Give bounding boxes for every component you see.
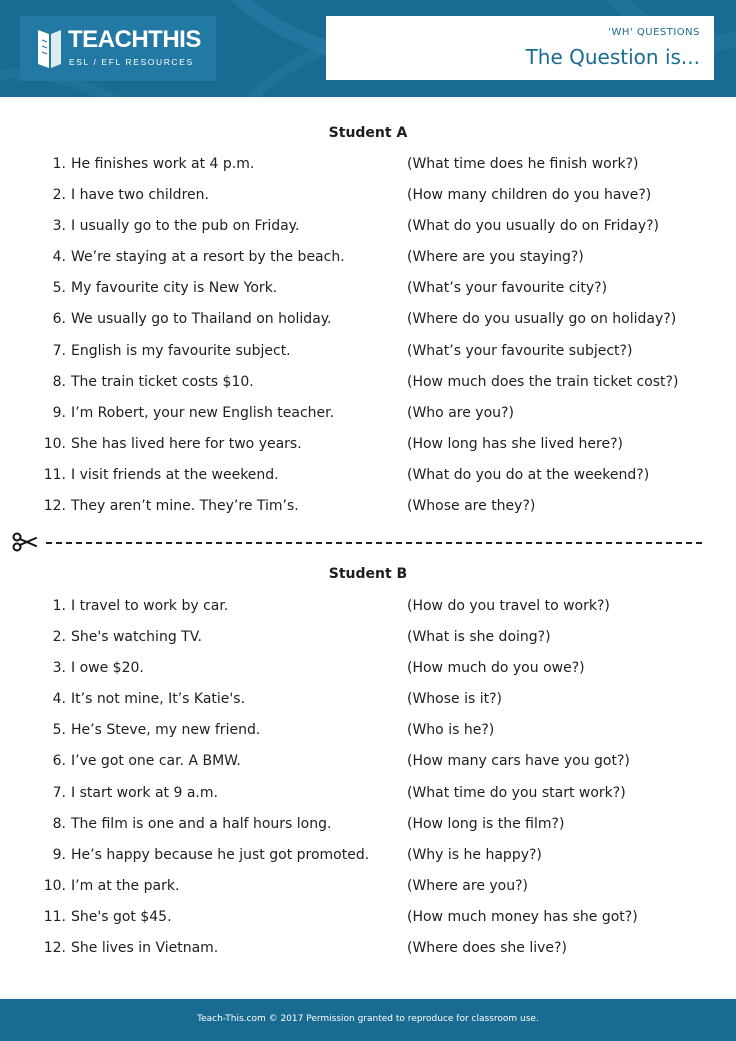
wh-question: (What time do you start work?) xyxy=(407,784,626,801)
answer-statement: I’m at the park. xyxy=(71,877,180,894)
question-row xyxy=(0,405,736,436)
item-number: 12. xyxy=(43,940,66,957)
item-number: 7. xyxy=(52,342,66,359)
answer-statement: My favourite city is New York. xyxy=(71,280,278,297)
item-number: 9. xyxy=(52,846,66,863)
wh-question: (What’s your favourite subject?) xyxy=(407,342,633,359)
item-number: 11. xyxy=(43,466,66,483)
dashed-divider xyxy=(46,542,702,544)
question-row xyxy=(0,629,736,660)
wh-question: (What is she doing?) xyxy=(407,629,551,646)
wh-question: (Where do you usually go on holiday?) xyxy=(407,311,677,328)
question-row xyxy=(0,218,736,249)
logo-subtitle: ESL / EFL RESOURCES xyxy=(69,57,194,67)
answer-statement: He finishes work at 4 p.m. xyxy=(71,156,255,172)
answer-statement: She lives in Vietnam. xyxy=(71,940,219,957)
header-banner xyxy=(0,0,736,97)
answer-statement: English is my favourite subject. xyxy=(71,342,291,359)
answer-statement: We’re staying at a resort by the beach. xyxy=(71,249,345,266)
book-icon xyxy=(34,26,64,70)
answer-statement: He’s happy because he just got promoted. xyxy=(71,846,370,863)
item-number: 9. xyxy=(52,404,66,421)
question-row xyxy=(0,187,736,218)
answer-statement: I’ve got one car. A BMW. xyxy=(71,753,241,770)
item-number: 1. xyxy=(52,598,66,614)
student-a-list xyxy=(0,156,736,529)
question-row xyxy=(0,156,736,187)
answer-statement: She's got $45. xyxy=(71,908,172,925)
wh-question: (Whose are they?) xyxy=(407,498,536,515)
scissors-icon xyxy=(12,532,38,552)
answer-statement: She's watching TV. xyxy=(71,629,202,646)
wh-question: (How much money has she got?) xyxy=(407,908,638,925)
wh-question: (How long has she lived here?) xyxy=(407,435,624,452)
wh-question: (Where does she live?) xyxy=(407,940,567,957)
item-number: 7. xyxy=(52,784,66,801)
item-number: 6. xyxy=(52,311,66,328)
question-row xyxy=(0,280,736,311)
answer-statement: The train ticket costs $10. xyxy=(71,373,254,390)
item-number: 1. xyxy=(52,156,66,172)
item-number: 3. xyxy=(52,218,66,235)
logo-title: TEACHTHIS xyxy=(68,26,201,53)
item-number: 10. xyxy=(43,435,66,452)
question-row xyxy=(0,498,736,529)
wh-question: (How do you travel to work?) xyxy=(407,598,610,614)
wh-question: (What do you usually do on Friday?) xyxy=(407,218,660,235)
section-heading-student-b: Student B xyxy=(328,566,408,582)
wh-question: (How much do you owe?) xyxy=(407,660,585,677)
title-box xyxy=(326,16,714,80)
item-number: 4. xyxy=(52,691,66,708)
wh-question: (Who is he?) xyxy=(407,722,495,739)
item-number: 12. xyxy=(43,498,66,515)
question-row xyxy=(0,691,736,722)
item-number: 5. xyxy=(52,280,66,297)
item-number: 2. xyxy=(52,629,66,646)
question-row xyxy=(0,878,736,909)
section-heading-student-a: Student A xyxy=(328,125,408,141)
wh-question: (How much does the train ticket cost?) xyxy=(407,373,679,390)
wh-question: (How many cars have you got?) xyxy=(407,753,630,770)
item-number: 3. xyxy=(52,660,66,677)
answer-statement: It’s not mine, It’s Katie's. xyxy=(71,691,246,708)
wh-question: (How long is the film?) xyxy=(407,815,565,832)
item-number: 8. xyxy=(52,815,66,832)
item-number: 2. xyxy=(52,187,66,204)
question-row xyxy=(0,909,736,940)
question-row xyxy=(0,343,736,374)
item-number: 5. xyxy=(52,722,66,739)
answer-statement: I usually go to the pub on Friday. xyxy=(71,218,300,235)
answer-statement: The film is one and a half hours long. xyxy=(71,815,332,832)
wh-question: (What do you do at the weekend?) xyxy=(407,466,650,483)
copyright-text: Teach-This.com © 2017 Permission granted to reproduce for classroom use. xyxy=(197,1014,539,1024)
item-number: 8. xyxy=(52,373,66,390)
wh-question: (How many children do you have?) xyxy=(407,187,652,204)
question-row xyxy=(0,785,736,816)
question-row xyxy=(0,722,736,753)
wh-question: (Where are you?) xyxy=(407,877,529,894)
answer-statement: I start work at 9 a.m. xyxy=(71,784,218,801)
question-row xyxy=(0,816,736,847)
worksheet-title: The Question is... xyxy=(525,45,700,69)
question-row xyxy=(0,436,736,467)
item-number: 6. xyxy=(52,753,66,770)
student-b-list xyxy=(0,598,736,971)
answer-statement: She has lived here for two years. xyxy=(71,435,302,452)
question-row xyxy=(0,940,736,971)
answer-statement: I owe $20. xyxy=(71,660,144,677)
wh-question: (Why is he happy?) xyxy=(407,846,542,863)
answer-statement: I’m Robert, your new English teacher. xyxy=(71,404,335,421)
question-row xyxy=(0,467,736,498)
logo xyxy=(20,16,216,81)
question-row xyxy=(0,598,736,629)
item-number: 11. xyxy=(43,908,66,925)
worksheet-category: 'WH' QUESTIONS xyxy=(608,27,700,38)
wh-question: (Whose is it?) xyxy=(407,691,503,708)
wh-question: (Where are you staying?) xyxy=(407,249,584,266)
wh-question: (Who are you?) xyxy=(407,404,514,421)
question-row xyxy=(0,249,736,280)
answer-statement: I visit friends at the weekend. xyxy=(71,466,279,483)
answer-statement: They aren’t mine. They’re Tim’s. xyxy=(71,498,299,515)
item-number: 4. xyxy=(52,249,66,266)
wh-question: (What’s your favourite city?) xyxy=(407,280,608,297)
wh-question: (What time does he finish work?) xyxy=(407,156,639,172)
question-row xyxy=(0,753,736,784)
item-number: 10. xyxy=(43,877,66,894)
answer-statement: He’s Steve, my new friend. xyxy=(71,722,261,739)
question-row xyxy=(0,374,736,405)
question-row xyxy=(0,847,736,878)
question-row xyxy=(0,311,736,342)
answer-statement: I have two children. xyxy=(71,187,209,204)
question-row xyxy=(0,660,736,691)
footer xyxy=(0,999,736,1041)
answer-statement: I travel to work by car. xyxy=(71,598,229,614)
cut-line xyxy=(12,532,702,552)
answer-statement: We usually go to Thailand on holiday. xyxy=(71,311,332,328)
